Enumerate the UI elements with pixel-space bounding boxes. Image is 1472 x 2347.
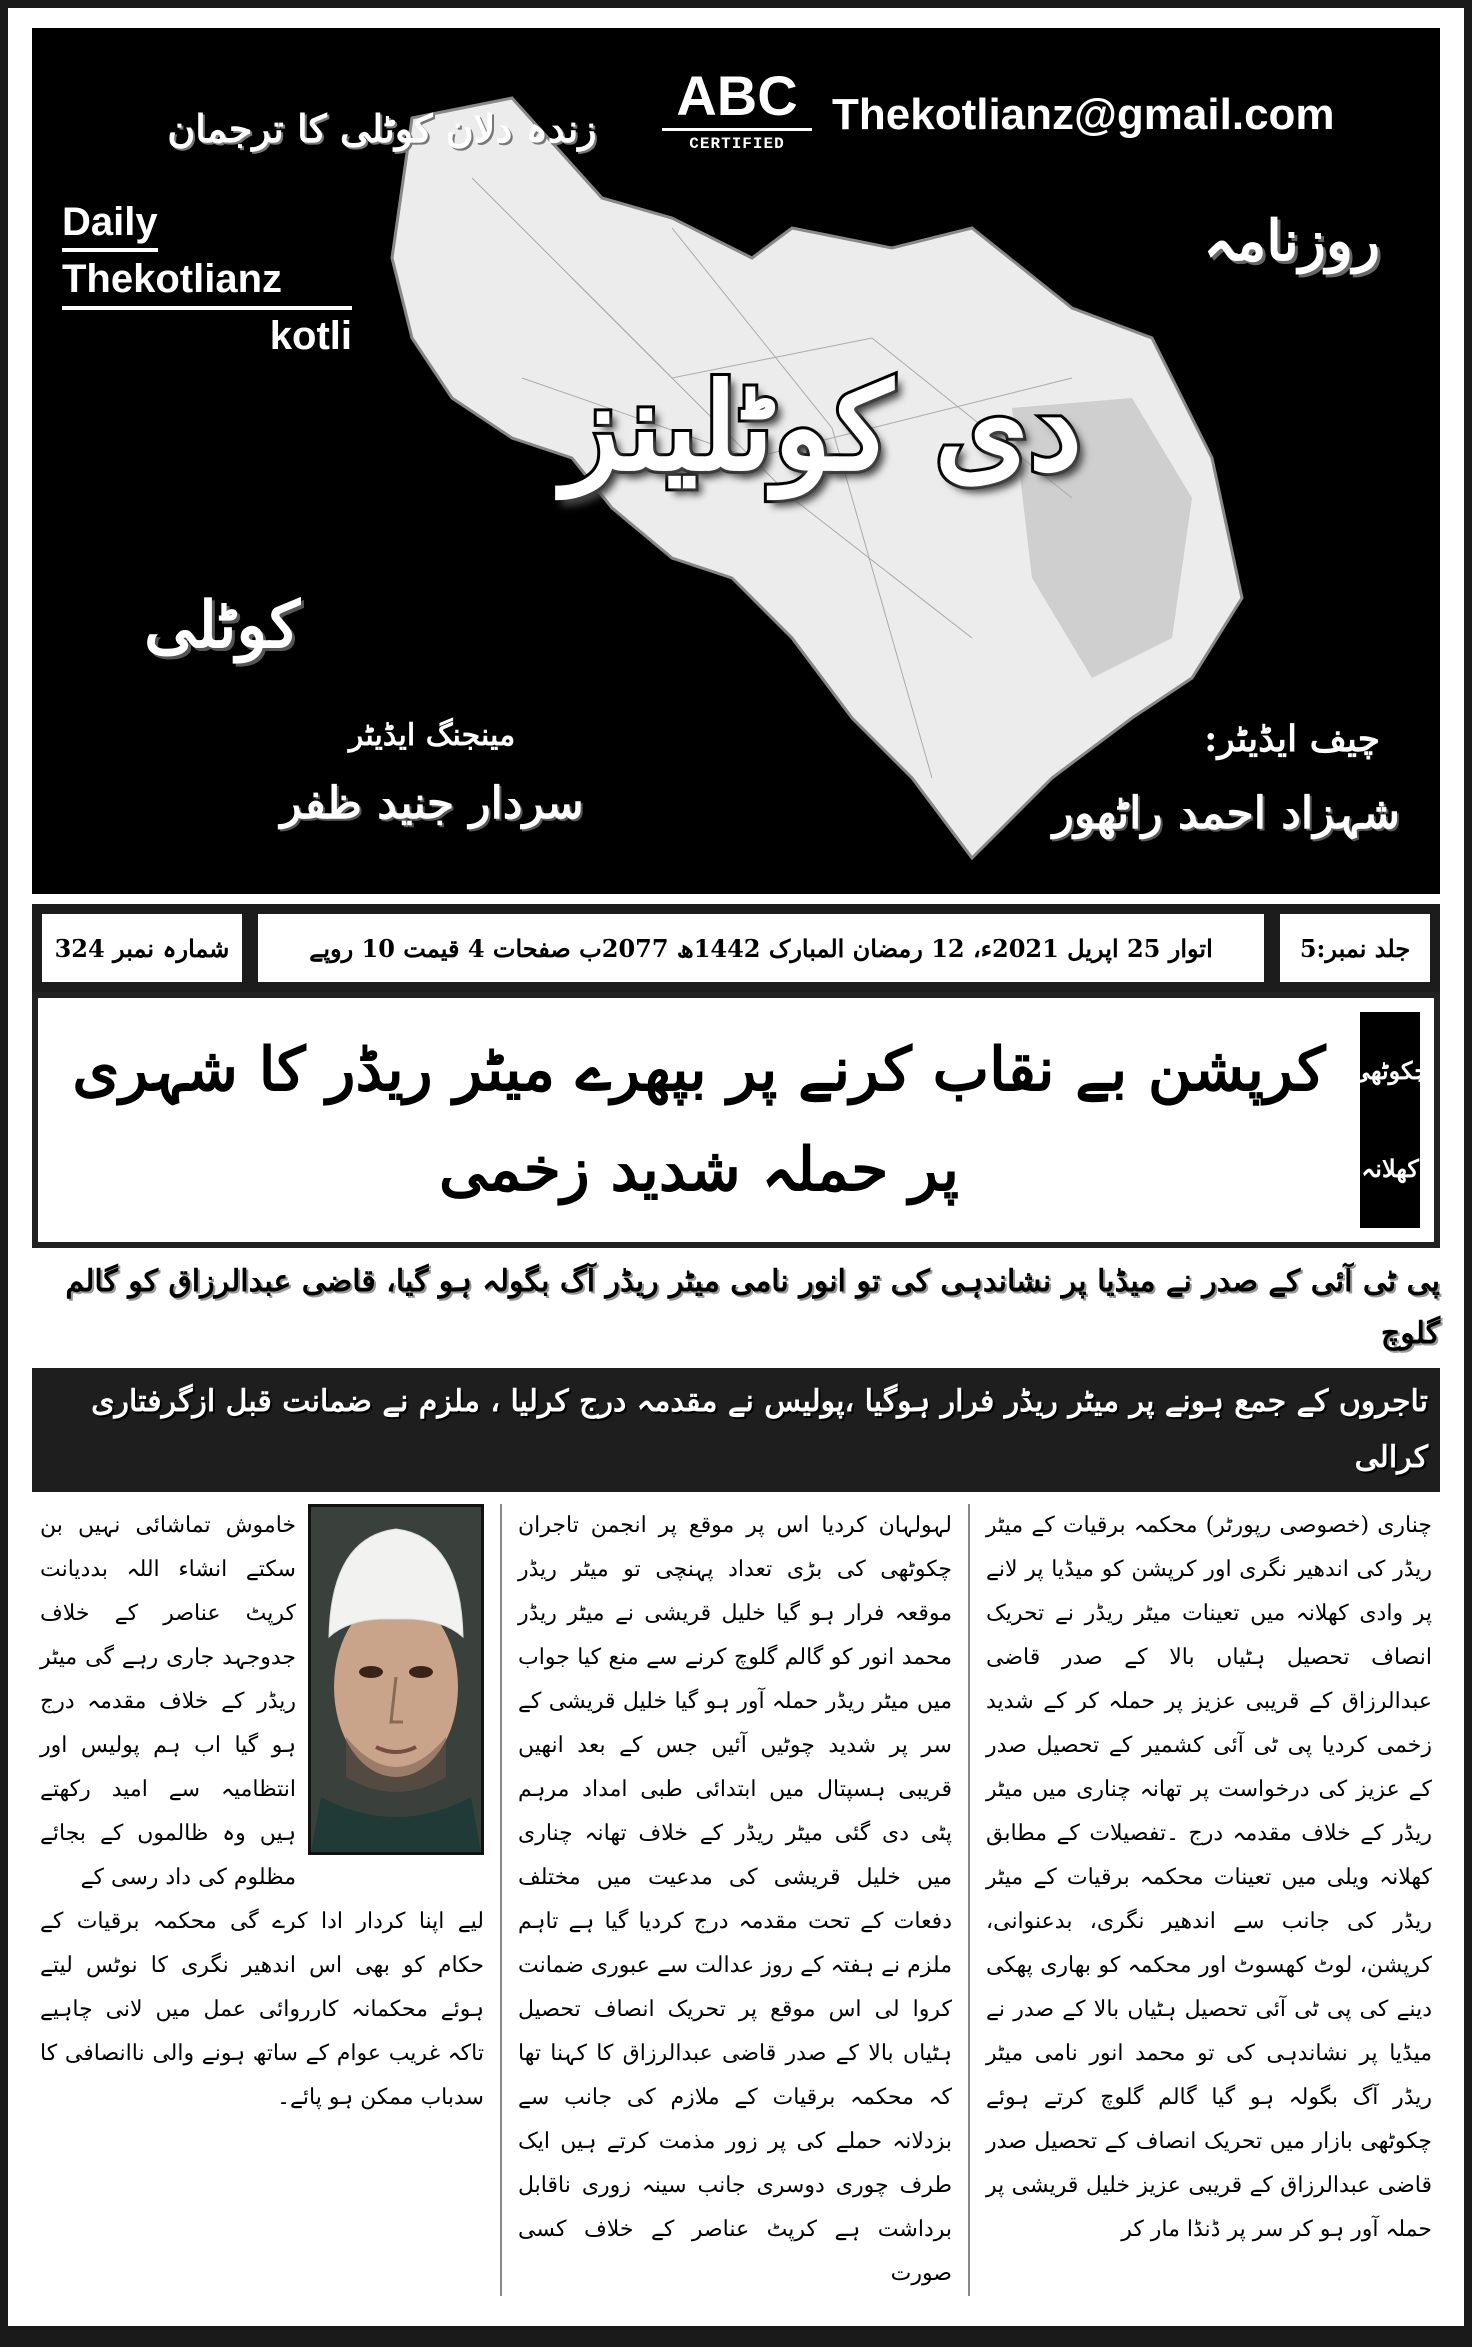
- column-1-text: چناری (خصوصی رپورٹر) محکمہ برقیات کے میٹر ریڈر کی اندھیر نگری اور کرپشن کو میڈیا پر لانے پر وادی کھلانہ میں تعینات میٹر ریڈر نے تحریک انصاف تحصیل ہٹیاں بالا کے صدر قاضی عبدالرزاق کے قریبی عزیز پر حملہ کر کے شدید زخمی کردیا پی ٹی آئی کشمیر کے تحصیل صدر کے عزیز کی درخواست پر تھانہ چناری میں میٹر ریڈر کے خلاف مقدمہ درج ۔تفصیلات کے مطابق کھلانہ ویلی میں تعینات محکمہ برقیات کے میٹر ریڈر کی جانب سے اندھیر نگری، بدعنوانی، کرپشن، لوٹ کھسوٹ اور محکمہ کو بھاری پھکی دینے کی پی ٹی آئی تحصیل ہٹیاں بالا کے صدر نے میڈیا پر نشاندہی کی تو محمد انور نامی میٹر ریڈر آگ بگولہ ہو گیا گالم گلوچ کرتے ہوئے چکوٹھی بازار میں تحریک انصاف کے تحصیل صدر قاضی عبدالرزاق کے قریبی عزیز خلیل قریشی پر حملہ آور ہو کر سر پر ڈنڈا مار کر: [986, 1513, 1432, 2242]
- city-urdu: کوٹلی: [144, 588, 300, 663]
- masthead: [32, 28, 1440, 894]
- column-3-upper-text: خاموش تماشائی نہیں بن سکتے انشاء اللہ بددیانت کرپٹ عناصر کے خلاف جدوجہد جاری رہے گی میٹر ریڈر کے خلاف مقدمہ درج ہو گیا اب ہم پولیس اور انتظامیہ سے امید رکھتے ہیں وہ ظالموں کے بجائے مظلوم کی داد رسی کے: [40, 1513, 296, 1890]
- abc-certified-badge: [662, 64, 812, 153]
- chief-editor-label: چیف ایڈیٹر:: [1204, 718, 1380, 760]
- column-3-top: [40, 1504, 484, 1900]
- managing-editor-name: سردار جنید ظفر: [280, 778, 584, 829]
- contact-email[interactable]: Thekotlianz@gmail.com: [832, 90, 1335, 139]
- article-columns: [32, 1504, 1440, 2296]
- page-bottom-border: [0, 2334, 1472, 2347]
- name-english: Thekotlianz: [62, 252, 352, 310]
- newspaper-title: دی کوٹلینز: [561, 357, 1083, 498]
- main-headline: کرپشن بے نقاب کرنے پر بپھرے میٹر ریڈر کا شہری پر حملہ شدید زخمی: [72, 1035, 1326, 1205]
- daily-label: Daily: [62, 198, 158, 252]
- article-column-1: [970, 1504, 1440, 2296]
- article-column-2: [500, 1504, 970, 2296]
- issue-number: شمارہ نمبر 324: [42, 914, 242, 982]
- column-3-lower-text: لیے اپنا کردار ادا کرے گی محکمہ برقیات کے حکام کو بھی اس اندھیر نگری کا نوٹس لیتے ہوئے محکمانہ کارروائی عمل میں لانی چاہیے تاکہ غریب عوام کے ساتھ ہونے والی ناانصافی کا سدباب ممکن ہو پائے۔: [40, 1909, 484, 2110]
- issue-info-bar: [32, 904, 1440, 992]
- victim-photo: [308, 1504, 484, 1855]
- article-column-3: [32, 1504, 500, 2296]
- city-english: kotli: [269, 314, 352, 358]
- english-nameplate: [62, 198, 362, 362]
- subheadline-2-bar: [32, 1368, 1440, 1492]
- newspaper-page: [8, 8, 1464, 2326]
- issue-date: اتوار 25 اپریل 2021ء، 12 رمضان المبارک 1442ھ 2077ب صفحات 4 قیمت 10 روپے: [258, 914, 1264, 982]
- headline-box: [32, 992, 1440, 1248]
- dateline-bottom: کھلانہ: [1361, 1154, 1419, 1183]
- chief-editor-name: شہزاد احمد راٹھور: [1052, 788, 1400, 839]
- abc-label: ABC: [662, 68, 812, 131]
- masthead-tagline: زندہ دلان کوٹلی کا ترجمان: [167, 106, 597, 151]
- managing-editor-label: مینجنگ ایڈیٹر: [348, 718, 516, 753]
- dateline-box: [1350, 1012, 1430, 1228]
- abc-sub: CERTIFIED: [689, 135, 785, 153]
- dateline-top: چکوٹھی: [1350, 1056, 1430, 1085]
- volume-number: جلد نمبر:5: [1280, 914, 1430, 982]
- roznama-label: روزنامہ: [1203, 208, 1380, 274]
- column-2-text: لہولہان کردیا اس پر موقع پر انجمن تاجران چکوٹھی کی بڑی تعداد پہنچی تو میٹر ریڈر موقعہ فرار ہو گیا خلیل قریشی نے میٹر ریڈر محمد انور کو گالم گلوچ کرنے سے منع کیا جواب میں میٹر ریڈر حملہ آور ہو گیا خلیل قریشی کے سر پر شدید چوٹیں آئیں جس کے بعد انھیں قریبی ہسپتال میں ابتدائی طبی امداد مرہم پٹی دی گئی میٹر ریڈر کے خلاف تھانہ چناری میں خلیل قریشی کی مدعیت میں مختلف دفعات کے تحت مقدمہ درج کردیا گیا ہے تاہم ملزم نے ہفتہ کے روز عدالت سے عبوری ضمانت کروا لی اس موقع پر تحریک انصاف تحصیل ہٹیاں بالا کے صدر قاضی عبدالرزاق کا کہنا تھا کہ محکمہ برقیات کے ملازم کی جانب سے بزدلانہ حملے کی پر زور مذمت کرتے ہیں ایک طرف چوری دوسری جانب سینہ زوری ناقابل برداشت ہے کرپٹ عناصر کے خلاف کسی صورت: [518, 1513, 952, 2286]
- subheadline-1: پی ٹی آئی کے صدر نے میڈیا پر نشاندہی کی تو انور نامی میٹر ریڈر آگ بگولہ ہو گیا، قاضی عبدالرزاق کو گالم گلوچ: [65, 1264, 1440, 1351]
- subheadline-2: تاجروں کے جمع ہونے پر میٹر ریڈر فرار ہوگیا ،پولیس نے مقدمہ درج کرلیا ، ملزم نے ضمانت قبل ازگرفتاری کرالی: [91, 1384, 1428, 1475]
